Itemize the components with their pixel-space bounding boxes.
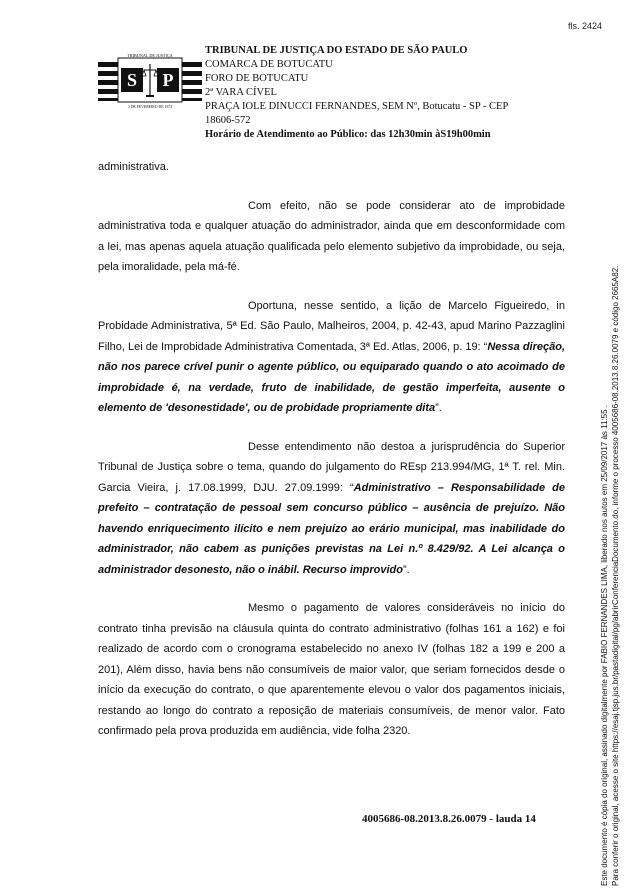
paragraph-3 xyxy=(98,437,565,581)
svg-text:P: P xyxy=(162,70,174,90)
paragraph-3-intro: Desse entendimento não destoa a jurisprudência do Superior Tribunal de Justiça sobre o tema, quando do julgamento do REsp 213.994/MG, 1ª T. rel. Min. Garcia Vieira, j. 17.08.1999, DJU. 27.09.1999: “ xyxy=(98,440,565,494)
doctrine-quote: Nessa direção, não nos parece crível punir o agente público, ou equiparado quando o ato acoimado de improbidade é, na verdade, fruto de inabilidade, de gestão imperfeita, ausente o elemento de 'desonestidade', ou de probidade propriamente dita xyxy=(98,340,566,414)
address-line-1: PRAÇA IOLE DINUCCI FERNANDES, SEM Nº, Botucatu - SP - CEP xyxy=(205,101,509,112)
decision-body xyxy=(98,157,565,742)
comarca-line: COMARCA DE BOTUCATU xyxy=(205,59,333,70)
svg-text:3 DE FEVEREIRO DE 1874: 3 DE FEVEREIRO DE 1874 xyxy=(127,105,173,109)
digital-signature-stamp xyxy=(599,266,621,886)
stamp-line-1: Este documento é cópia do original, assinado digitalmente por FABIO FERNANDES LIMA, liberado nos autos em 25/09/2017 às 11:55 . xyxy=(600,404,609,886)
paragraph-0: administrativa. xyxy=(98,161,169,173)
svg-text:S: S xyxy=(126,70,138,90)
jurisprudence-quote: Administrativo – Responsabilidade de prefeito – contratação de pessoal sem concurso público – ausência de prejuízo. Não havendo enriquecimento ilícito e nem prejuízo ao erário municipal, mas inabilidade do administrador, não cabem as punições previstas na Lei n.º 8.429/92. A Lei alcança o administrador desonesto, não o inábil. Recurso improvido xyxy=(98,481,565,576)
folio-number: fls. 2424 xyxy=(568,21,603,31)
paragraph-2 xyxy=(98,296,565,419)
court-name: TRIBUNAL DE JUSTIÇA DO ESTADO DE SÃO PAULO xyxy=(205,45,468,56)
paragraph-2-intro: Oportuna, nesse sentido, a lição de Marcelo Figueiredo, in Probidade Administrativa, 5ª Ed. São Paulo, Malheiros, 2004, p. 42-43, apud Marino Pazzaglini Filho, Lei de Improbidade Administrativa Comentada, 3ª Ed. Atlas, 2006, p. 19: “ xyxy=(98,299,565,353)
court-header xyxy=(205,44,585,142)
stamp-line-2: Para conferir o original, acesse o site https://esaj.tjsp.jus.br/pastadigital/pg/abrirConferenciaDocumento.do, informe o processo 4005686-08.2013.8.26.0079 e código 2665A82. xyxy=(611,265,620,886)
paragraph-3-end: ”. xyxy=(403,563,410,576)
foro-line: FORO DE BOTUCATU xyxy=(205,73,309,84)
paragraph-1: Com efeito, não se pode considerar ato de improbidade administrativa toda e qualquer atuação do administrador, ainda que em desconformidade com a lei, mas apenas aquela atuação qualificada pelo elemento subjetivo da improbidade, ou seja, pela imoralidade, pela má-fé. xyxy=(98,199,565,273)
address-line-2: 18606-572 xyxy=(205,115,251,126)
paragraph-2-end: ”. xyxy=(435,402,442,414)
vara-line: 2ª VARA CÍVEL xyxy=(205,87,277,98)
page-footer-lauda: 4005686-08.2013.8.26.0079 - lauda 14 xyxy=(362,813,536,825)
paragraph-4: Mesmo o pagamento de valores consideráveis no início do contrato tinha previsão na cláusula quinta do contrato administrativo (folhas 161 a 162) e foi realizado de acordo com o cronograma estabelecido no anexo IV (folhas 182 a 199 e 200 a 201), Além disso, havia bens não consumíveis de maior valor, que seriam fornecidos desde o início da execução do contrato, o que aparentemente elevou o valor dos pagamentos iniciais, restando ao longo do contrato a reposição de materiais consumíveis, de menor valor. Fato confirmado pela prova produzida em audiência, vide folha 2320. xyxy=(98,602,565,737)
public-hours: Horário de Atendimento ao Público: das 12h30min àS19h00min xyxy=(205,129,491,140)
tjsp-seal-logo xyxy=(98,52,202,110)
svg-text:TRIBUNAL DE JUSTIÇA: TRIBUNAL DE JUSTIÇA xyxy=(127,53,173,58)
